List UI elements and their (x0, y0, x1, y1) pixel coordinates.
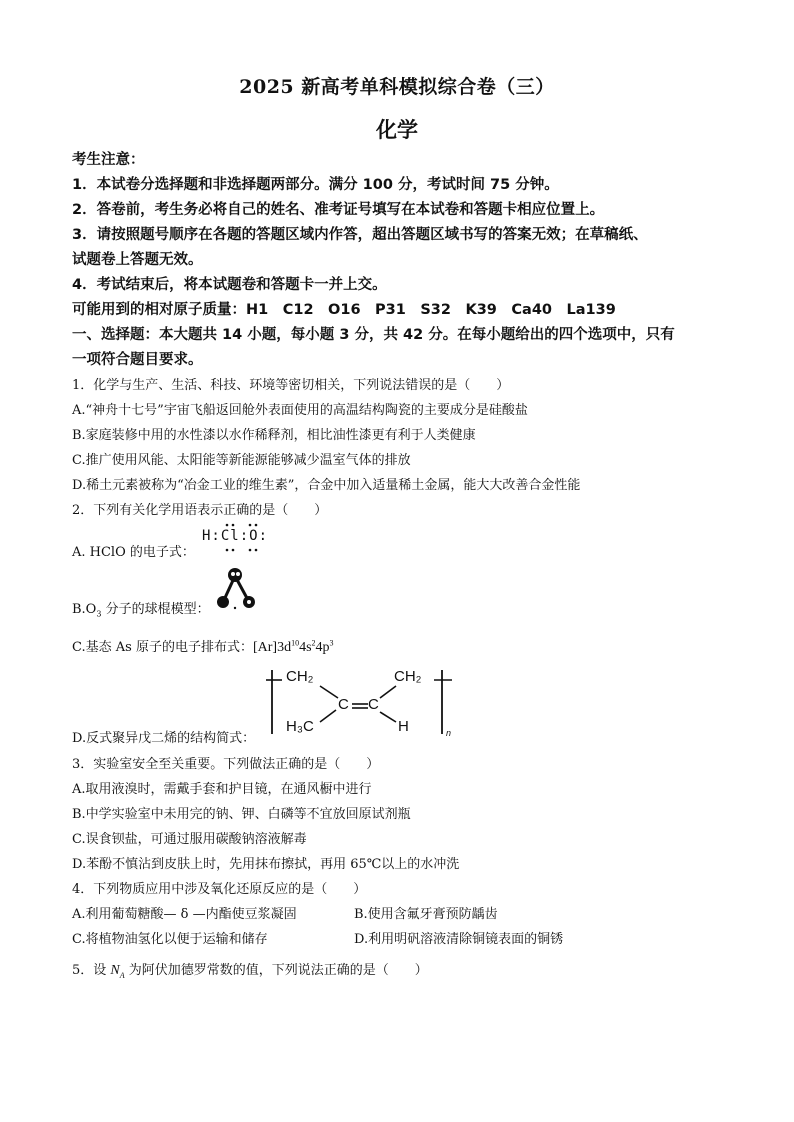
subject-title: 化学 (376, 117, 418, 142)
q2-option-a (72, 541, 195, 560)
q2-stem: 2．下列有关化学用语表示正确的是（ ） (72, 503, 328, 518)
q1-option-d: D.稀土元素被称为“冶金工业的维生素”，合金中加入适量稀土金属，能大大改善合金性能 (72, 478, 581, 493)
q4-option-d: D.利用明矾溶液清除铜镜表面的铜锈 (354, 932, 564, 947)
q2-option-d: D.反式聚异戊二烯的结构简式： (72, 731, 256, 746)
avogadro-symbol (110, 963, 124, 978)
q2-option-c-label: C.基态 As 原子的电子排布式： (72, 640, 253, 655)
avogadro-sub: A (119, 970, 125, 980)
section-heading: 一、选择题：本大题共 14 小题，每小题 3 分，共 42 分。在每小题给出的四个选项中，只有 (72, 327, 675, 343)
q5-stem-suffix: 为阿伏加德罗常数的值，下列说法正确的是（ ） (124, 963, 428, 978)
lone-pair-dots (198, 520, 270, 554)
notice-item-1: 1．本试卷分选择题和非选择题两部分。满分 100 分，考试时间 75 分钟。 (72, 177, 559, 193)
section-heading-cont: 一项符合题目要求。 (72, 352, 203, 368)
avogadro-n: N (110, 963, 120, 978)
q3-option-b: B.中学实验室中未用完的钠、钾、白磷等不宜放回原试剂瓶 (72, 807, 411, 822)
q1-option-a: A.“神舟十七号”宇宙飞船返回舱外表面使用的高温结构陶瓷的主要成分是硅酸盐 (72, 403, 528, 418)
config-exp-1: 10 (291, 638, 300, 648)
notice-heading: 考生注意： (72, 152, 145, 168)
q5-stem-prefix: 5．设 (72, 963, 111, 978)
hclo-formula-text: H:Cl:O: (202, 528, 269, 544)
notice-item-3: 3．请按照题号顺序在各题的答题区域内作答，超出答题区域书写的答案无效；在草稿纸、 (72, 227, 648, 243)
o3-ball-stick-model (214, 562, 266, 614)
q3-option-d: D.苯酚不慎沾到皮肤上时，先用抹布擦拭，再用 65℃以上的水冲洗 (72, 857, 460, 872)
hclo-electron-formula (202, 528, 268, 544)
c-right: C (368, 696, 379, 713)
q5-stem (72, 959, 428, 979)
q2-option-c (72, 636, 334, 656)
config-orbital-2: 4s (299, 640, 312, 655)
h-atom: H (398, 718, 409, 735)
q2-option-b-prefix: B.O (72, 602, 97, 617)
q4-stem: 4．下列物质应用中涉及氧化还原反应的是（ ） (72, 882, 367, 897)
q4-option-a: A.利用葡萄糖酸— δ —内酯使豆浆凝固 (72, 907, 297, 922)
c-left: C (338, 696, 349, 713)
notice-item-4: 4．考试结束后，将本试题卷和答题卡一并上交。 (72, 277, 387, 293)
q3-stem: 3．实验室安全至关重要。下列做法正确的是（ ） (72, 757, 380, 772)
q3-option-a: A.取用液溴时，需戴手套和护目镜，在通风橱中进行 (72, 782, 372, 797)
ch2-right: CH₂ (394, 668, 422, 685)
notice-item-2: 2．答卷前，考生务必将自己的姓名、准考证号填写在本试卷和答题卡相应位置上。 (72, 202, 605, 218)
q2-option-b-suffix: 分子的球棍模型： (101, 602, 210, 617)
config-exp-2: 2 (311, 638, 316, 648)
repeat-n: n (446, 728, 452, 738)
q2-option-b (72, 598, 210, 617)
config-exp-3: 3 (329, 638, 334, 648)
q2-option-b-sub: 3 (96, 609, 102, 619)
config-core: [Ar] (252, 640, 278, 655)
atomic-mass-line: 可能用到的相对原子质量：H1 C12 O16 P31 S32 K39 Ca40 La139 (72, 302, 616, 318)
polyisoprene-structure (262, 662, 462, 742)
config-orbital-3: 4p (315, 640, 330, 655)
config-orbital-1: 3d (277, 640, 292, 655)
h3c-group: H₃C (286, 718, 314, 735)
q4-option-b: B.使用含氟牙膏预防龋齿 (354, 907, 498, 922)
ch2-left: CH₂ (286, 668, 314, 685)
q1-option-b: B.家庭装修中用的水性漆以水作稀释剂，相比油性漆更有利于人类健康 (72, 428, 476, 443)
notice-item-3-cont: 试题卷上答题无效。 (72, 252, 203, 268)
as-electron-config (253, 640, 334, 655)
q1-option-c: C.推广使用风能、太阳能等新能源能够减少温室气体的排放 (72, 453, 411, 468)
q3-option-c: C.误食钡盐，可通过服用碳酸钠溶液解毒 (72, 832, 307, 847)
q2-option-a-label: A. HClO 的电子式： (72, 545, 195, 560)
q4-option-c: C.将植物油氢化以便于运输和储存 (72, 932, 268, 947)
q1-stem: 1．化学与生产、生活、科技、环境等密切相关，下列说法错误的是（ ） (72, 378, 510, 393)
page-title: 2025 新高考单科模拟综合卷（三） (239, 76, 555, 98)
